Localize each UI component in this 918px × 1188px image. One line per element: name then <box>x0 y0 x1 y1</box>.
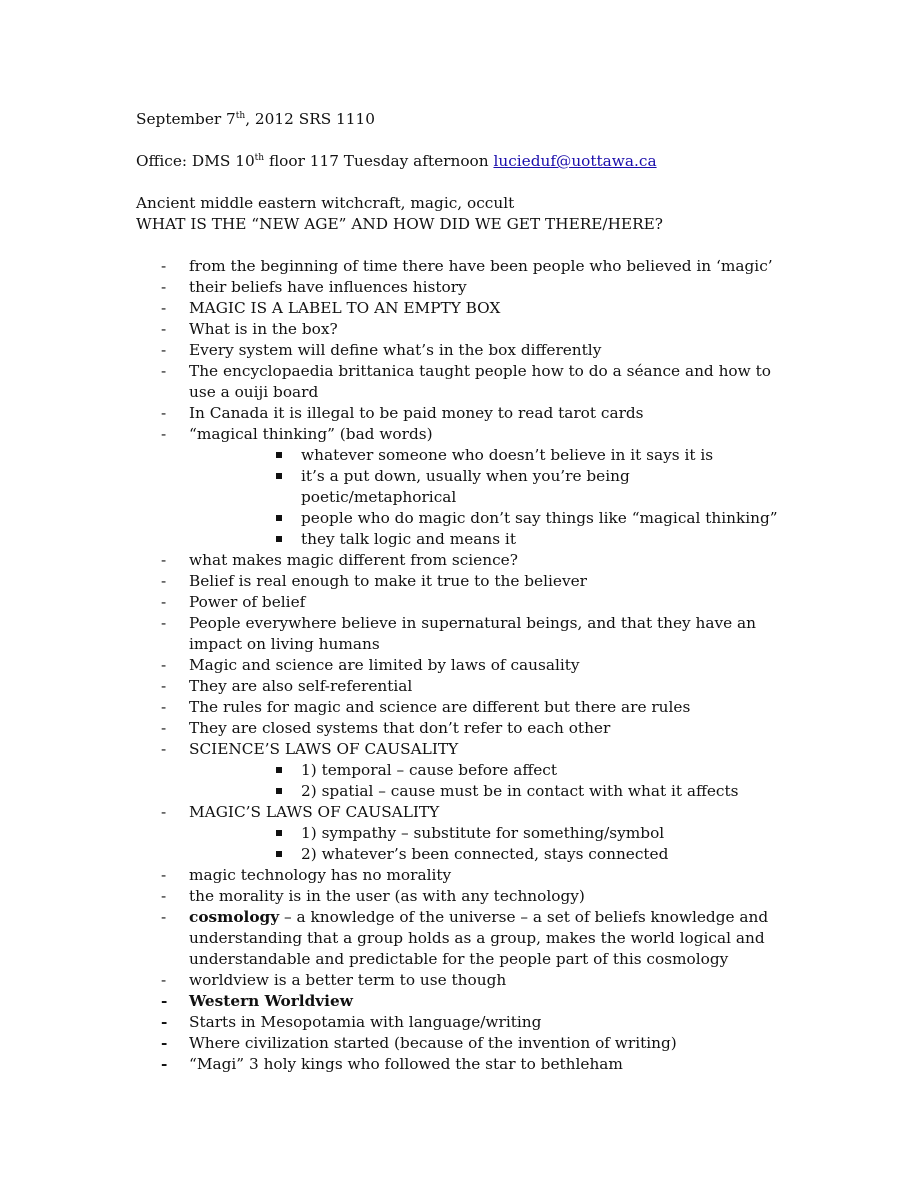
email-link[interactable]: lucieduf@uottawa.ca <box>493 152 657 170</box>
office-line: Office: DMS 10th floor 117 Tuesday afternoon lucieduf@uottawa.ca <box>136 152 657 170</box>
cosmology-term: cosmology <box>189 908 280 926</box>
square-bullet-icon <box>276 788 282 794</box>
square-bullet-icon <box>276 851 282 857</box>
date-line: September 7th, 2012 SRS 1110 <box>136 110 375 128</box>
square-bullet-icon <box>276 452 282 458</box>
topic-line: Ancient middle eastern witchcraft, magic, occult <box>136 194 515 212</box>
square-bullet-icon <box>276 767 282 773</box>
document-page: September 7th, 2012 SRS 1110 Office: DMS 10th floor 117 Tuesday afternoon lucieduf@uottawa.ca Ancient middle eastern witchcraft, magic, occult WHAT IS THE “NEW AGE” AND HOW DID WE GET THERE/HERE? - from the beginning of time there have been people who believed in ‘magic’ - their beliefs have influences history - MAGIC IS A LABEL TO AN EMPTY BOX - What is in the box? - Every system will define what’s in the box differently - The encyclopaedia brittanica taught people how to do a séance and how to use a ouiji board - In Canada it is illegal to be paid money to read tarot cards - “magical thinking” (bad words) whatever someone who doesn’t believe in it says it is it’s a put down, usually when you’re being poetic/metaphorical people who do magic don’t say things like “magical thinking” they talk logic and means it - what makes magic different from science? - Belief is real enough to make it true to the believer - Power of belief - People everywhere believe in supernatural beings, and that they have an impact on living humans - Magic and science are limited by laws of causality - They are also self-referential - The rules for magic and science are different but there are rules - They are closed systems that don’t refer to each other - SCIENCE’S LAWS OF CAUSALITY 1) temporal – cause before affect 2) spatial – cause must be in contact with what it affects - MAGIC’S LAWS OF CAUSALITY 1) sympathy – substitute for something/symbol 2) whatever’s been connected, stays connected - magic technology has no morality - the morality is in the user (as with any technology) - cosmology – a knowledge of the universe – a set of beliefs knowledge and understanding that a group holds as a group, makes the world logical and understandable and predictable for the people part of this cosmology - worldview is a better term to use though - Western Worldview - Starts in Mesopotamia with language/writing - Where civilization started (because of the invention of writing) - “Magi” 3 holy kings who followed the star to bethleham <box>136 110 778 1073</box>
square-bullet-icon <box>276 515 282 521</box>
square-bullet-icon <box>276 536 282 542</box>
question-heading: WHAT IS THE “NEW AGE” AND HOW DID WE GET THERE/HERE? <box>136 215 663 233</box>
square-bullet-icon <box>276 473 282 479</box>
square-bullet-icon <box>276 830 282 836</box>
